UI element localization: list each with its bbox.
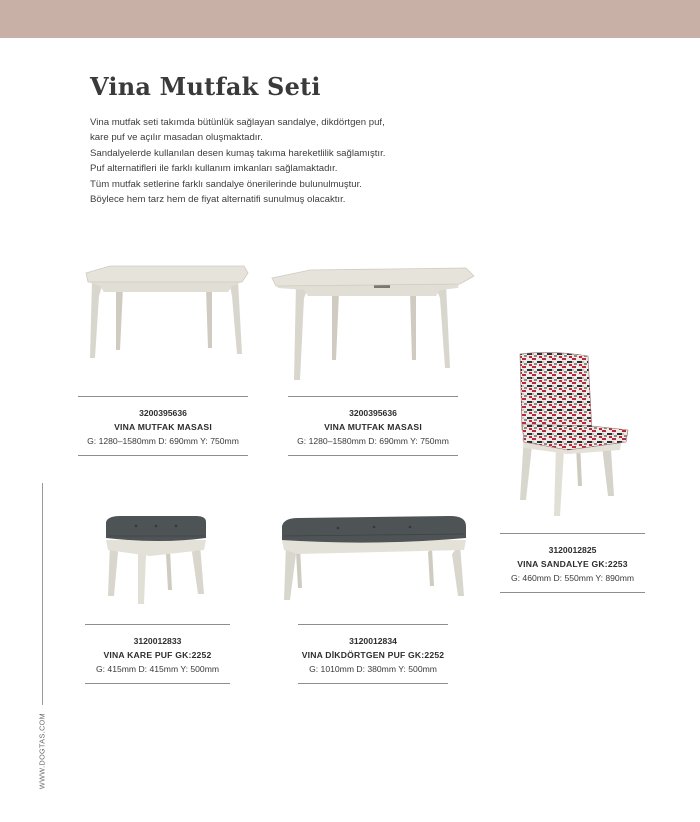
product-name: VINA DİKDÖRTGEN PUF GK:2252 [301,650,445,660]
product-name: VINA SANDALYE GK:2253 [517,559,628,569]
product-code: 3120012833 [133,636,182,646]
description [90,115,470,207]
divider [298,624,448,625]
extended-table-icon [270,264,480,384]
product-dimensions: G: 1280–1580mm D: 690mm Y: 750mm [87,436,239,446]
product-dimensions: G: 1010mm D: 380mm Y: 500mm [309,664,437,674]
product-name: VINA MUTFAK MASASI [324,422,422,432]
product-card [288,396,458,456]
product-name: VINA KARE PUF GK:2252 [103,650,212,660]
product-code: 3200395636 [139,408,187,418]
chair-icon [512,350,632,520]
product-code: 3120012834 [349,636,397,646]
bench-icon [278,514,470,606]
product-card [78,396,248,456]
divider [500,533,645,534]
divider [85,624,230,625]
description-line: Puf alternatifleri ile farklı kullanım imkanları sağlamaktadır. [90,163,338,175]
divider [500,592,645,593]
product-dimensions: G: 1280–1580mm D: 690mm Y: 750mm [297,436,449,446]
product-card [298,624,448,684]
product-dimensions: G: 460mm D: 550mm Y: 890mm [510,573,635,583]
product-dimensions: G: 415mm D: 415mm Y: 500mm [95,664,220,674]
dining-table-icon [80,262,252,368]
description-line: Vina mutfak seti takımda bütünlük sağlayan sandalye, dikdörtgen puf, [90,117,385,128]
product-card [85,624,230,684]
product-name: VINA MUTFAK MASASI [114,422,212,432]
divider [85,683,230,684]
side-rule [42,483,43,705]
description-line: kare puf ve açılır masadan oluşmaktadır. [90,132,263,144]
description-line: Böylece hem tarz hem de fiyat alternatifi sunulmuş olacaktır. [90,194,346,206]
description-line: Sandalyelerde kullanılan desen kumaş takıma hareketlilik sağlamıştır. [90,147,386,159]
product-code: 3120012825 [548,545,597,555]
divider [78,455,248,456]
divider [288,396,458,397]
website-url: WWW.DOGTAS.COM [37,712,47,790]
description-line: Tüm mutfak setlerine farklı sandalye önerilerinde bulunulmuştur. [90,178,362,190]
divider [298,683,448,684]
divider [78,396,248,397]
product-code: 3200395636 [349,408,397,418]
divider [288,455,458,456]
header-bar [0,0,700,38]
square-pouf-icon [100,514,210,609]
page-title: Vina Mutfak Seti [90,72,321,101]
product-card [500,533,645,593]
